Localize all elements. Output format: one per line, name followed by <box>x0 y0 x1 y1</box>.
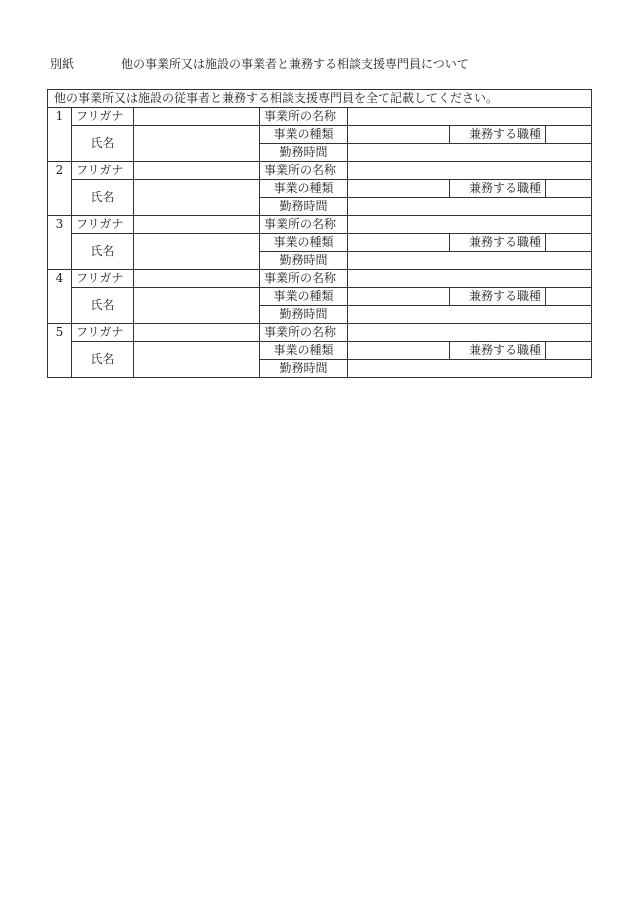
business-type-input[interactable] <box>348 234 450 252</box>
concurrent-role-label: 兼務する職種 <box>450 234 546 252</box>
entry-row-furigana <box>48 162 592 180</box>
entry-number: 1 <box>48 108 72 162</box>
working-hours-input[interactable] <box>348 198 592 216</box>
furigana-input[interactable] <box>134 216 260 234</box>
page-title: 他の事業所又は施設の事業者と兼務する相談支援専門員について <box>121 57 469 71</box>
concurrent-role-label: 兼務する職種 <box>450 288 546 306</box>
concurrent-role-input[interactable] <box>546 180 592 198</box>
concurrent-role-input[interactable] <box>546 342 592 360</box>
entry-row-furigana <box>48 108 592 126</box>
business-type-label: 事業の種類 <box>260 234 348 252</box>
office-name-input[interactable] <box>348 270 592 288</box>
entry-row-furigana <box>48 216 592 234</box>
furigana-input[interactable] <box>134 108 260 126</box>
office-name-label: 事業所の名称 <box>260 162 348 180</box>
furigana-label: フリガナ <box>72 162 134 180</box>
working-hours-label: 勤務時間 <box>260 198 348 216</box>
furigana-label: フリガナ <box>72 324 134 342</box>
office-name-label: 事業所の名称 <box>260 216 348 234</box>
name-input[interactable] <box>134 288 260 324</box>
working-hours-label: 勤務時間 <box>260 360 348 378</box>
entry-row-name <box>48 126 592 144</box>
entry-number: 5 <box>48 324 72 378</box>
furigana-input[interactable] <box>134 270 260 288</box>
entry-row-name <box>48 342 592 360</box>
entry-row-furigana <box>48 270 592 288</box>
business-type-label: 事業の種類 <box>260 126 348 144</box>
business-type-input[interactable] <box>348 342 450 360</box>
concurrent-role-input[interactable] <box>546 126 592 144</box>
working-hours-label: 勤務時間 <box>260 306 348 324</box>
working-hours-label: 勤務時間 <box>260 144 348 162</box>
instruction-text: 他の事業所又は施設の従事者と兼務する相談支援専門員を全て記載してください。 <box>48 90 592 108</box>
working-hours-input[interactable] <box>348 144 592 162</box>
entry-row-furigana <box>48 324 592 342</box>
name-label: 氏名 <box>72 234 134 270</box>
working-hours-input[interactable] <box>348 252 592 270</box>
office-name-input[interactable] <box>348 162 592 180</box>
entry-row-name <box>48 288 592 306</box>
entry-number: 3 <box>48 216 72 270</box>
entry-row-name <box>48 180 592 198</box>
office-name-input[interactable] <box>348 324 592 342</box>
name-label: 氏名 <box>72 342 134 378</box>
furigana-label: フリガナ <box>72 216 134 234</box>
business-type-label: 事業の種類 <box>260 180 348 198</box>
name-input[interactable] <box>134 342 260 378</box>
concurrent-role-input[interactable] <box>546 234 592 252</box>
entry-number: 2 <box>48 162 72 216</box>
entry-row-name <box>48 234 592 252</box>
office-name-label: 事業所の名称 <box>260 270 348 288</box>
working-hours-input[interactable] <box>348 360 592 378</box>
business-type-label: 事業の種類 <box>260 342 348 360</box>
staff-table <box>47 89 592 378</box>
name-input[interactable] <box>134 126 260 162</box>
working-hours-input[interactable] <box>348 306 592 324</box>
office-name-input[interactable] <box>348 216 592 234</box>
concurrent-role-input[interactable] <box>546 288 592 306</box>
furigana-input[interactable] <box>134 162 260 180</box>
office-name-input[interactable] <box>348 108 592 126</box>
concurrent-role-label: 兼務する職種 <box>450 342 546 360</box>
furigana-label: フリガナ <box>72 108 134 126</box>
working-hours-label: 勤務時間 <box>260 252 348 270</box>
instruction-row <box>48 90 592 108</box>
business-type-input[interactable] <box>348 180 450 198</box>
concurrent-role-label: 兼務する職種 <box>450 126 546 144</box>
business-type-input[interactable] <box>348 288 450 306</box>
name-label: 氏名 <box>72 126 134 162</box>
name-input[interactable] <box>134 234 260 270</box>
office-name-label: 事業所の名称 <box>260 108 348 126</box>
furigana-input[interactable] <box>134 324 260 342</box>
name-label: 氏名 <box>72 288 134 324</box>
name-input[interactable] <box>134 180 260 216</box>
entry-number: 4 <box>48 270 72 324</box>
name-label: 氏名 <box>72 180 134 216</box>
concurrent-role-label: 兼務する職種 <box>450 180 546 198</box>
business-type-input[interactable] <box>348 126 450 144</box>
furigana-label: フリガナ <box>72 270 134 288</box>
business-type-label: 事業の種類 <box>260 288 348 306</box>
attachment-label: 別紙 <box>50 57 75 71</box>
office-name-label: 事業所の名称 <box>260 324 348 342</box>
